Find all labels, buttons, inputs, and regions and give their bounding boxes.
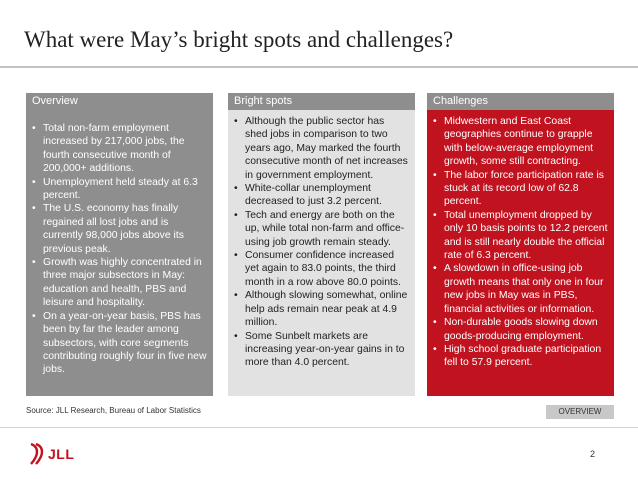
overview-bullet: • Growth was highly concentrated in three major subsectors in May: education and health, PBS and leisure and hospitality.: [32, 256, 207, 310]
bright-spot-bullet: • Some Sunbelt markets are increasing year-on-year gains in to more than 4.0 percent.: [234, 330, 409, 370]
challenge-bullet: • High school graduate participation fell to 57.9 percent.: [433, 343, 608, 370]
overview-bullet: • Unemployment held steady at 6.3 percent.: [32, 176, 207, 203]
challenges-body: [427, 110, 614, 396]
bright-spot-bullet: • White-collar unemployment decreased to just 3.2 percent.: [234, 182, 409, 209]
challenges-list: [433, 115, 608, 370]
bright-spot-bullet: • Tech and energy are both on the up, while total non-farm and office-using job growth remain steady.: [234, 209, 409, 249]
jll-logo: [27, 443, 74, 465]
slide-title: What were May’s bright spots and challenges?: [24, 27, 454, 52]
footer-divider: [0, 427, 638, 428]
overview-column: [26, 93, 213, 396]
bright-spots-body: [228, 110, 415, 396]
challenge-bullet: • Non-durable goods slowing down goods-producing employment.: [433, 316, 608, 343]
bright-spots-list: [234, 115, 409, 370]
challenge-bullet: • Midwestern and East Coast geographies continue to grapple with below-average employment growth, some still contracting.: [433, 115, 608, 169]
bright-spots-header: Bright spots: [228, 93, 415, 110]
challenges-header: Challenges: [427, 93, 614, 110]
overview-bullet: • On a year-on-year basis, PBS has been by far the leader among subsectors, with core segments contributing roughly four in five new jobs.: [32, 310, 207, 377]
challenge-bullet: • The labor force participation rate is stuck at its record low of 62.8 percent.: [433, 169, 608, 209]
source-note: Source: JLL Research, Bureau of Labor Statistics: [26, 406, 201, 415]
overview-bullet: • The U.S. economy has finally regained all lost jobs and is currently 98,000 jobs above its previous peak.: [32, 202, 207, 256]
bright-spot-bullet: • Although the public sector has shed jobs in comparison to two years ago, May marked the fourth consecutive month of net increases in government employment.: [234, 115, 409, 182]
jll-logo-icon: [27, 443, 45, 465]
jll-logo-text: JLL: [48, 446, 75, 462]
section-badge: OVERVIEW: [546, 405, 614, 419]
challenge-bullet: • A slowdown in office-using job growth means that only one in four new jobs in May was in PBS, financial activities or information.: [433, 262, 608, 316]
overview-list: [32, 122, 207, 377]
page-number: 2: [590, 449, 596, 459]
challenge-bullet: • Total unemployment dropped by only 10 basis points to 12.2 percent and is still nearly double the official rate of 6.3 percent.: [433, 209, 608, 263]
bright-spot-bullet: • Although slowing somewhat, online help ads remain near peak at 4.9 million.: [234, 289, 409, 329]
challenges-column: [427, 93, 614, 396]
title-divider: [0, 66, 638, 68]
bright-spots-column: [228, 93, 415, 396]
overview-body: [26, 110, 213, 396]
bright-spot-bullet: • Consumer confidence increased yet again to 83.0 points, the third month in a row above 80.0 points.: [234, 249, 409, 289]
overview-bullet: • Total non-farm employment increased by 217,000 jobs, the fourth consecutive month of 200,000+ additions.: [32, 122, 207, 176]
overview-header: Overview: [26, 93, 213, 110]
